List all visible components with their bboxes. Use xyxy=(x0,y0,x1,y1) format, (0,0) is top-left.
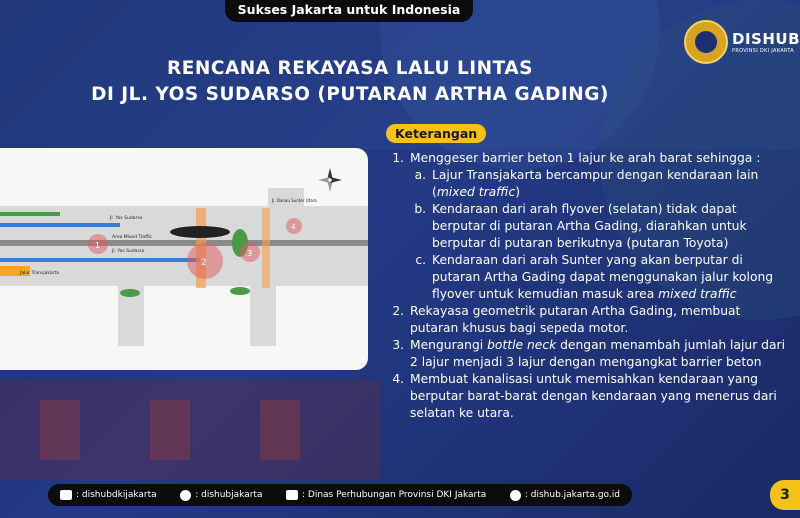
logo-subtitle: PROVINSI DKI JAKARTA xyxy=(732,48,795,54)
note-item-4: 4. Membuat kanalisasi untuk memisahkan kendaraan yang berputar barat-barat dengan kendaraan yang menerus dari selatan ke utara. xyxy=(408,371,792,422)
dishub-logo xyxy=(684,20,800,64)
map-marker-4: 4 xyxy=(291,223,296,231)
page-title-line2: DI JL. YOS SUDARSO (PUTARAN ARTHA GADING) xyxy=(91,84,609,105)
notes-list xyxy=(388,150,792,422)
legend-title: Keterangan xyxy=(386,124,486,143)
globe-icon xyxy=(510,490,521,501)
traffic-plan-map xyxy=(0,148,368,370)
footer-youtube[interactable]: : Dinas Perhubungan Provinsi DKI Jakarta xyxy=(286,490,486,500)
note-item-1a: a. Lajur Transjakarta bercampur dengan kendaraan lain (mixed traffic) xyxy=(430,167,792,201)
map-label-road-1: Jl. Yos Sudarso xyxy=(110,216,143,221)
note-item-1b: b. Kendaraan dari arah flyover (selatan) tidak dapat berputar di putaran Artha Gading, diarahkan untuk berputar di putaran berikutnya (putaran Toyota) xyxy=(430,201,792,252)
note-item-2: 2. Rekayasa geometrik putaran Artha Gading, membuat putaran khusus bagi sepeda motor. xyxy=(408,303,792,337)
map-label-transjakarta: Jalur Transjakarta xyxy=(20,271,60,276)
note-item-1c: c. Kendaraan dari arah Sunter yang akan berputar di putaran Artha Gading dapat menggunakan jalur kolong flyover untuk kemudian masuk area mixed traffic xyxy=(430,252,792,303)
footer-social[interactable]: : dishubdkijakarta xyxy=(60,490,157,500)
compass-icon xyxy=(318,168,342,192)
footer-twitter[interactable]: : dishubjakarta xyxy=(180,490,262,501)
map-label-mixed-traffic: Area Mixed Traffic xyxy=(112,235,153,240)
map-marker-1: 1 xyxy=(95,241,101,250)
tagline-banner: Sukses Jakarta untuk Indonesia xyxy=(225,0,473,22)
youtube-icon xyxy=(286,490,298,500)
footer-bar xyxy=(48,484,632,506)
dishub-emblem-icon xyxy=(684,20,728,64)
logo-name: DISHUB xyxy=(732,30,800,48)
map-marker-2: 2 xyxy=(201,258,207,268)
map-label-road-2: Jl. Yos Sudarso xyxy=(112,249,145,254)
map-marker-3: 3 xyxy=(247,249,253,258)
page-number: 3 xyxy=(770,480,800,510)
map-drawing xyxy=(0,148,368,370)
page-title-line1: RENCANA REKAYASA LALU LINTAS xyxy=(167,58,533,79)
map-label-sunter: Jl. Danau Sunter Utara xyxy=(272,198,317,203)
facebook-instagram-icon xyxy=(60,490,72,500)
footer-web[interactable]: : dishub.jakarta.go.id xyxy=(510,490,620,501)
note-item-3: 3. Mengurangi bottle neck dengan menambah jumlah lajur dari 2 lajur menjadi 3 lajur dengan mengangkat barrier beton xyxy=(408,337,792,371)
note-item-1: 1. Menggeser barrier beton 1 lajur ke arah barat sehingga : a. Lajur Transjakarta bercampur dengan kendaraan lain (mixed traffic) b. Kendaraan dari arah flyover (selatan) tidak dapat berputar di putaran Artha Gading, diarahkan untuk berputar di putaran berikutnya (putaran Toyota) c. Kendaraan dari arah Sunter yang akan berputar di putaran Artha Gading dapat menggunakan jalur kolong flyover untuk kemudian masuk area mixed traffic xyxy=(408,150,792,303)
twitter-icon xyxy=(180,490,191,501)
